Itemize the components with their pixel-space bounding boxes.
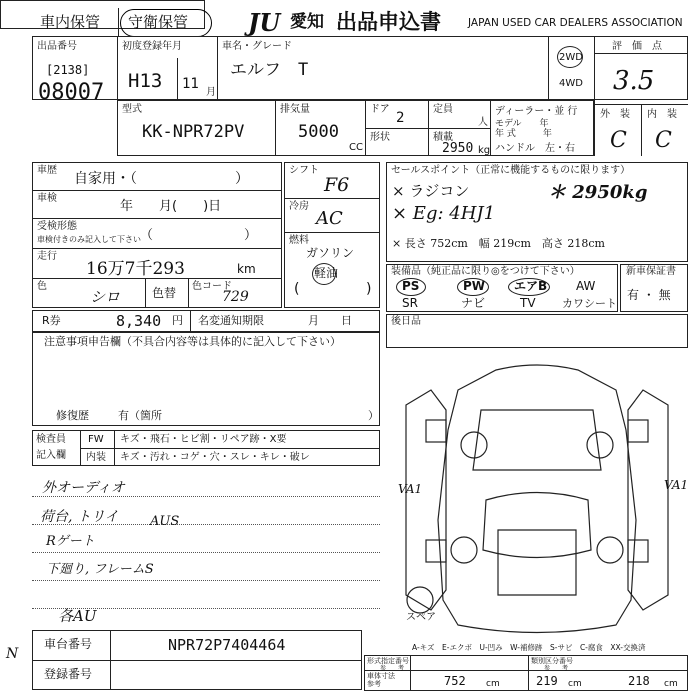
repair-close: ） — [368, 409, 379, 422]
color-label: 色 — [37, 281, 47, 292]
notice-value: 月 日 — [308, 314, 352, 327]
selling-point-3: × 長さ 752cm 幅 219cm 高さ 218cm — [392, 237, 605, 250]
model-label: 型式 — [122, 104, 142, 115]
mileage-label: 走行 — [37, 251, 57, 262]
fuel-oil: 軽油 — [314, 266, 339, 280]
length-cm: cm — [486, 679, 500, 689]
selling-point-weight: ＊ 2950kg — [548, 182, 648, 203]
fuel-label: 燃料 — [289, 235, 309, 246]
doors-value: 2 — [396, 110, 405, 126]
kg-unit: kg — [478, 145, 491, 156]
car-name: エルフ T — [230, 60, 309, 80]
type-no-ref: 参 考 — [544, 665, 569, 672]
dealer-label: ディーラー・並 行 — [495, 106, 578, 117]
listing-no-label: 出品番号 — [37, 41, 77, 52]
fw-items: キズ・飛石・ヒビ割・リペア跡・X要 — [120, 434, 287, 445]
year-type-label: 年 式 年 — [495, 129, 552, 139]
equipment-airbag: エアB — [514, 279, 548, 293]
association-name: JAPAN USED CAR DEALERS ASSOCIATION — [468, 17, 683, 29]
fuel-bracket-right: ) — [366, 281, 372, 297]
handle-label: ハンドル 左・右 — [495, 143, 575, 154]
load-label: 積載 — [433, 132, 453, 143]
capacity-unit: 人 — [478, 117, 488, 128]
interior-check-items: キズ・汚れ・コゲ・穴・スレ・キレ・破レ — [120, 452, 310, 463]
shape-no-label: 形式指定番号 — [367, 657, 409, 665]
month-unit: 月 — [206, 87, 216, 98]
pw-circle — [457, 278, 489, 296]
cooler-value: AC — [316, 208, 343, 229]
note-aus: AUS — [150, 514, 180, 529]
note-line-3: Rゲート — [46, 534, 95, 549]
height-cm: cm — [664, 679, 678, 689]
note-line-2: 荷台, トリイ — [40, 509, 119, 525]
note-n-mark: N — [6, 646, 19, 662]
history-value: 自家用・（ ） — [74, 171, 249, 187]
first-reg-label: 初度登録年月 — [122, 41, 182, 52]
shape-no-ref: 参 考 — [380, 665, 405, 672]
displacement-label: 排気量 — [280, 104, 310, 115]
first-reg-month: 11 — [182, 76, 199, 92]
form-title: 出品申込書 — [336, 10, 441, 34]
repair-value: 有（箇所 — [118, 409, 162, 422]
mileage-unit: km — [237, 262, 256, 276]
body-size-label: 車体寸法 参考 — [367, 672, 395, 688]
selling-point-1: × ラジコン — [392, 182, 470, 200]
manual-value: 有 ・ 無 — [627, 288, 671, 302]
history-label: 車歴 — [37, 165, 57, 176]
equipment-ps: PS — [402, 279, 420, 293]
equipment-seat: カワシート — [562, 297, 617, 310]
fuel-bracket-left: ( — [294, 281, 300, 297]
fuel-gasoline: ガソリン — [306, 246, 355, 260]
afterfit-block — [386, 314, 688, 348]
type-no-label: 類別区分番号 — [531, 657, 573, 665]
note-line-5: 各AU — [58, 607, 97, 625]
width-value: 219 — [536, 674, 558, 688]
transfer-value: （ ） — [140, 228, 258, 243]
model-value: KK-NPR72PV — [142, 122, 245, 142]
equipment-sr: SR — [402, 296, 418, 310]
width-cm: cm — [568, 679, 582, 689]
inspector-label-1: 検査員 — [36, 434, 66, 445]
r-ticket-amount: 8,340 — [116, 312, 162, 330]
afterfit-label: 後日品 — [391, 316, 421, 327]
model-year-label: モデル 年 — [495, 119, 549, 129]
doors-label: ドア — [370, 104, 390, 115]
capacity-label: 定員 — [433, 104, 453, 115]
airbag-circle — [508, 278, 550, 296]
first-reg-year: H13 — [128, 70, 163, 92]
aichi-label: 愛知 — [290, 12, 324, 32]
drive-4wd: 4WD — [559, 78, 583, 89]
color-code-value: 729 — [222, 289, 249, 305]
interior-check-label: 内装 — [86, 452, 106, 463]
lot-code: [2138] — [46, 63, 90, 77]
shift-label: シフト — [289, 165, 319, 176]
repair-label: 修復歴 — [56, 409, 89, 422]
shape-label: 形状 — [370, 132, 390, 143]
height-value: 218 — [628, 674, 650, 688]
shift-value: F6 — [324, 174, 350, 196]
exterior-grade: C — [610, 128, 627, 153]
cc-unit: CC — [349, 142, 363, 153]
reg-label: 登録番号 — [44, 667, 93, 681]
guard-storage-label: 守衛保管 — [128, 13, 189, 31]
spare-label: スペア — [406, 612, 436, 623]
displacement-value: 5000 — [298, 122, 339, 142]
diagram-va-right: VA1 — [664, 478, 689, 492]
exterior-label: 外 装 — [600, 109, 630, 120]
ps-circle — [396, 278, 426, 296]
note-line-4: 下廻り, フレームS — [46, 562, 154, 577]
chassis-label: 車台番号 — [44, 637, 93, 651]
equipment-label: 装備品（純正品に限り◎をつけて下さい） — [391, 266, 580, 277]
equipment-tv: TV — [520, 296, 536, 310]
transfer-note: 車検付きのみ記入して下さい — [37, 235, 141, 244]
lot-number: 08007 — [38, 80, 105, 105]
fw-label: FW — [88, 434, 104, 445]
cooler-label: 冷房 — [289, 201, 309, 212]
interior-grade: C — [655, 128, 672, 153]
length-value: 752 — [444, 674, 466, 688]
name-grade-label: 車名・グレード — [222, 41, 292, 52]
inspector-label-2: 記入欄 — [36, 450, 66, 461]
r-ticket-label: R券 — [42, 314, 61, 327]
equipment-pw: PW — [463, 279, 486, 293]
score-value: 3.5 — [613, 66, 655, 96]
notes-label: 注意事項申告欄（不具合内容等は具体的に記入して下さい） — [44, 335, 341, 348]
diagram-va-left: VA1 — [398, 482, 423, 496]
transfer-label: 受検形態 — [37, 221, 77, 232]
color-change-label: 色替 — [152, 286, 177, 300]
chassis-value: NPR72P7404464 — [168, 636, 286, 654]
manual-label: 新車保証書 — [626, 266, 676, 277]
in-car-storage-label: 車内保管 — [40, 13, 101, 31]
equipment-navi: ナビ — [461, 296, 486, 310]
color-value: シロ — [90, 288, 121, 306]
selling-point-2: × Eg: 4HJ1 — [392, 203, 496, 224]
mileage-value: 16万7千293 — [86, 259, 185, 279]
load-value: 2950 — [442, 141, 474, 156]
inspection-value: 年 月( )日 — [120, 199, 222, 214]
notice-label: 名変通知期限 — [198, 314, 264, 327]
score-label: 評 価 点 — [612, 41, 662, 52]
ju-logo: JU — [248, 8, 281, 37]
r-ticket-unit: 円 — [172, 314, 183, 327]
vehicle-diagram — [386, 350, 688, 680]
note-line-1: 外オーディオ — [42, 480, 125, 496]
drive-2wd: 2WD — [559, 52, 583, 63]
guard-storage-circle — [120, 9, 212, 37]
color-code-label: 色コード — [192, 281, 232, 292]
selling-points-label: セールスポイント（正常に機能するものに限ります） — [391, 165, 631, 176]
interior-label: 内 装 — [647, 109, 677, 120]
equipment-aw: AW — [576, 279, 596, 293]
inspection-label: 車検 — [37, 193, 57, 204]
damage-legend: A-キズ E-エクボ U-凹み W-補修跡 S-サビ C-腐食 XX-交換済 — [412, 643, 646, 652]
